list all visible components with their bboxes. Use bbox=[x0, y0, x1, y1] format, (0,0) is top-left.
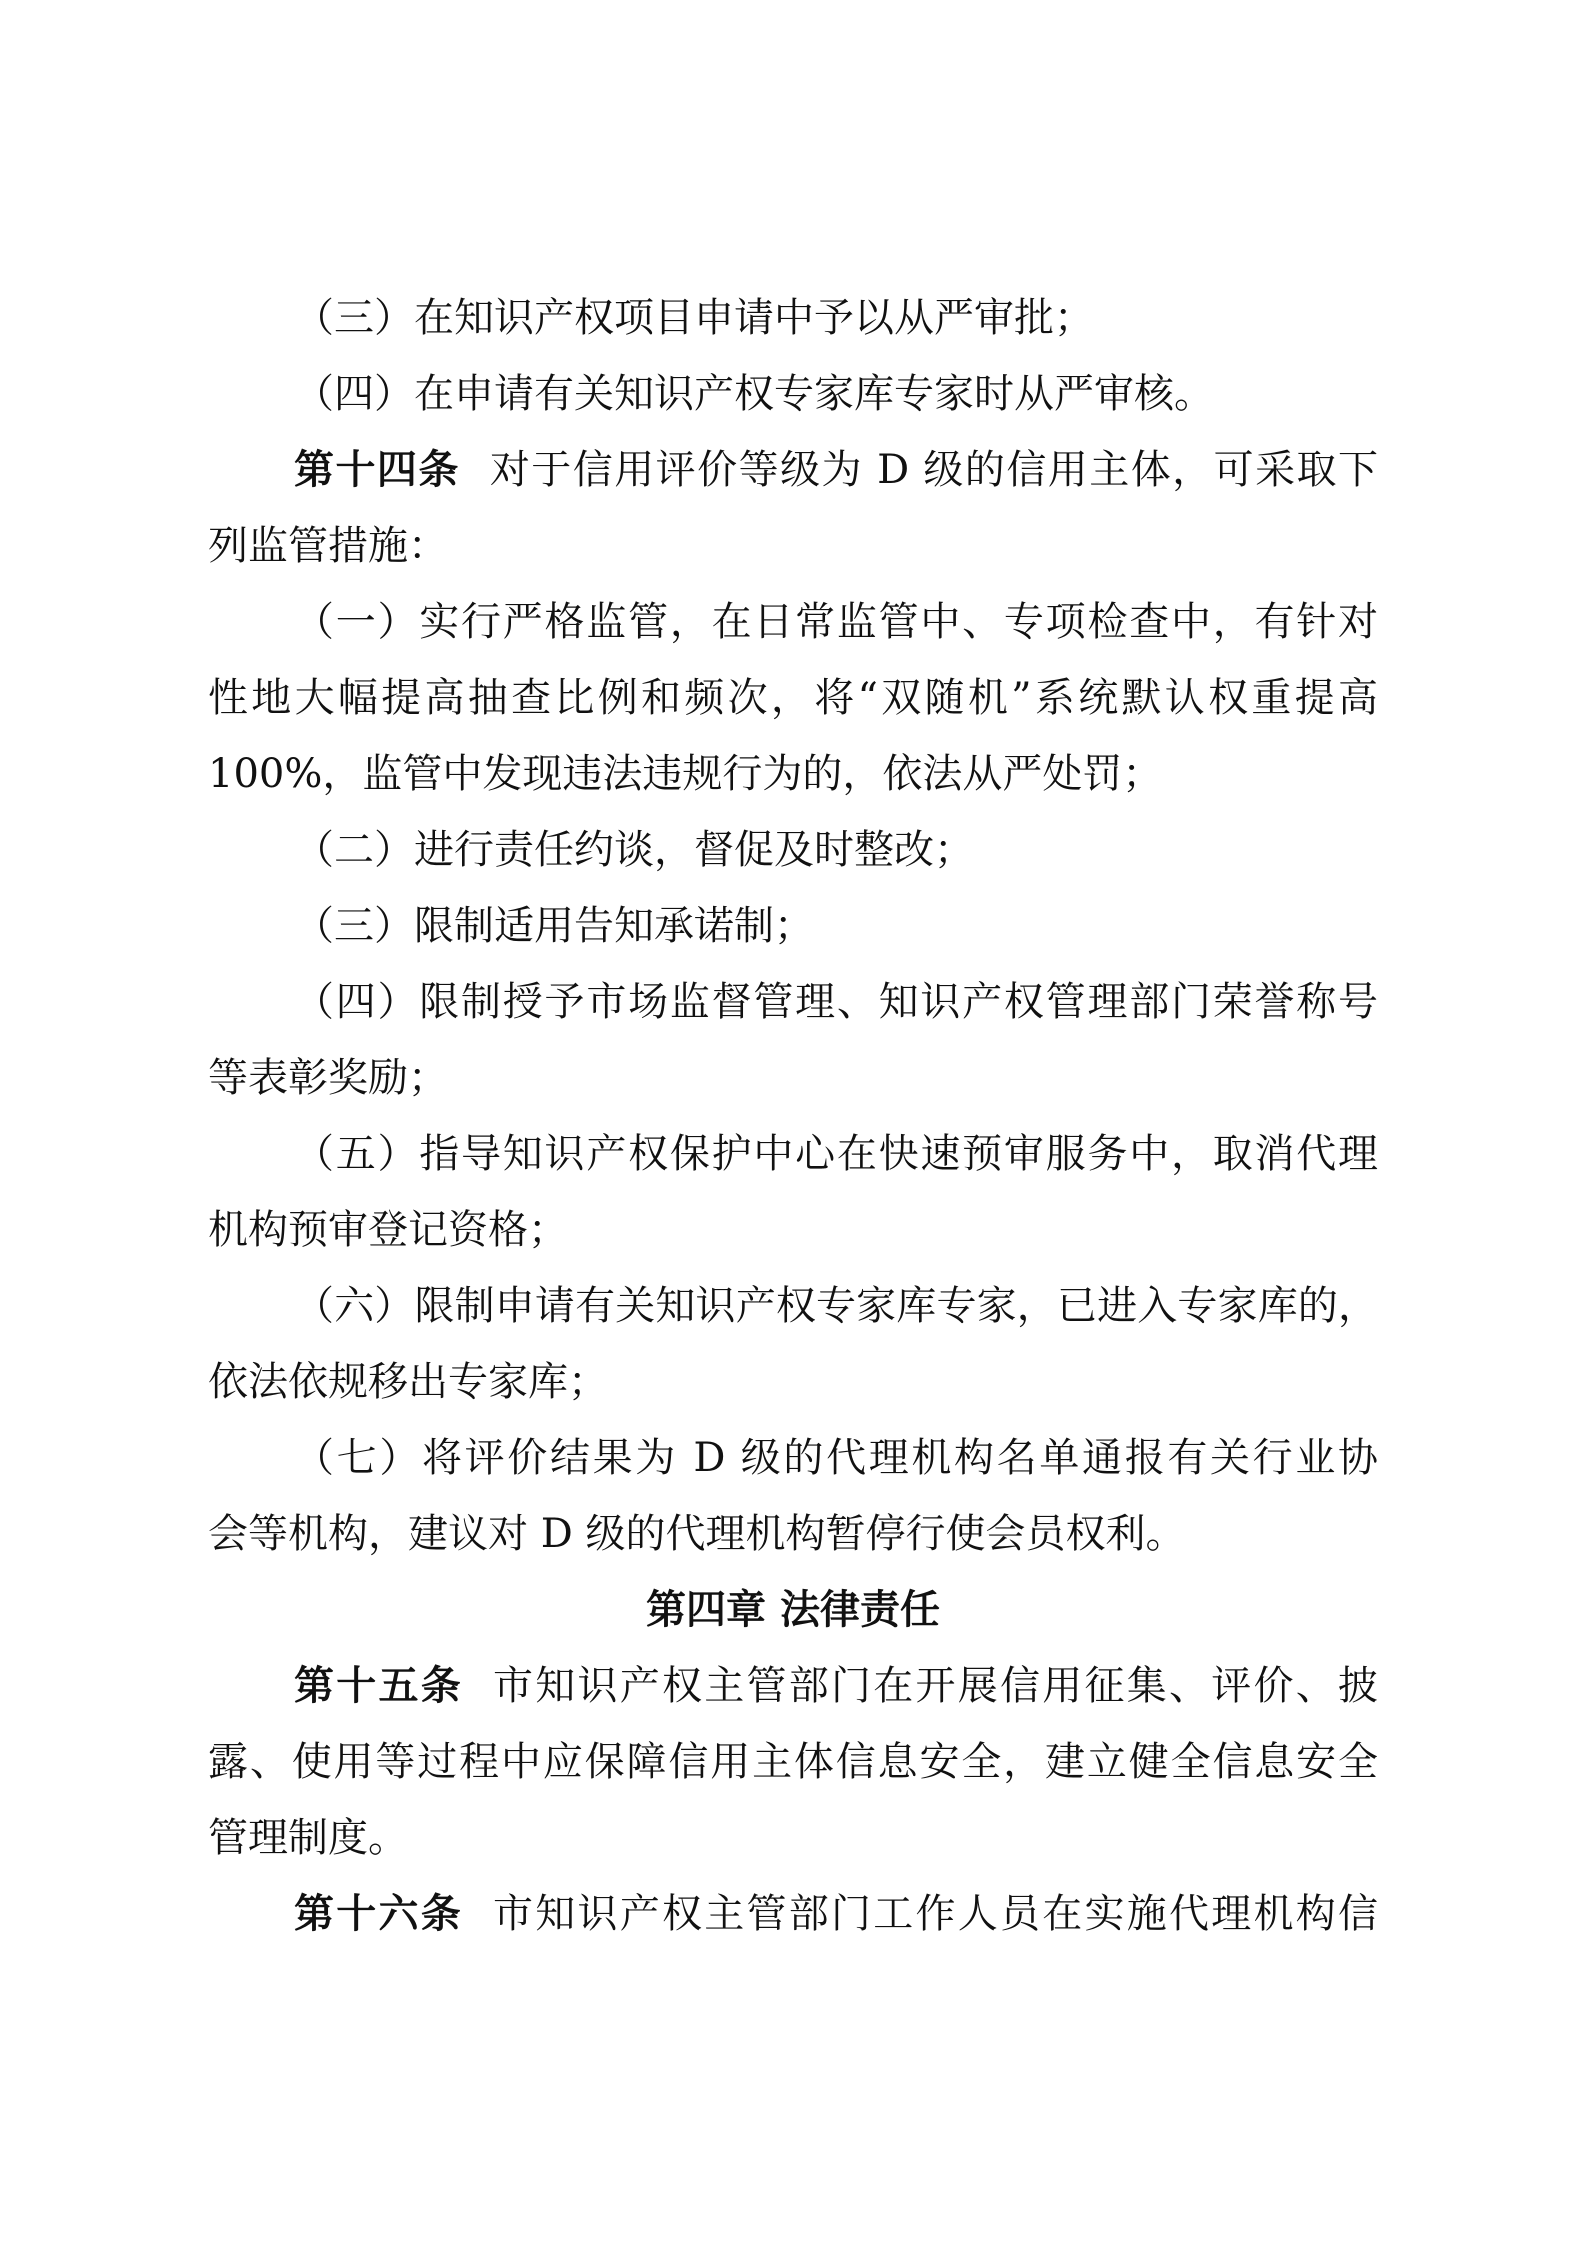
list-item bbox=[208, 1268, 1378, 1420]
paragraph-line: 管理制度。 bbox=[208, 1815, 408, 1861]
list-item bbox=[208, 356, 1378, 432]
paragraph-line: （三）限制适用告知承诺制； bbox=[294, 903, 814, 949]
paragraph-line: （五）指导知识产权保护中心在快速预审服务中，取消代理 bbox=[294, 1131, 1378, 1177]
paragraph-line: （一）实行严格监管，在日常监管中、专项检查中，有针对 bbox=[294, 599, 1378, 645]
list-item bbox=[208, 964, 1378, 1116]
paragraph-line: 会等机构，建议对 D 级的代理机构暂停行使会员权利。 bbox=[208, 1511, 1186, 1557]
article-text: 市知识产权主管部门工作人员在实施代理机构信 bbox=[493, 1891, 1378, 1937]
list-item bbox=[208, 584, 1378, 812]
list-item bbox=[208, 1420, 1378, 1572]
document-page bbox=[208, 280, 1378, 1952]
article-16 bbox=[208, 1876, 1378, 1952]
paragraph-line: 依法依规移出专家库； bbox=[208, 1359, 608, 1405]
list-item bbox=[208, 812, 1378, 888]
article-15 bbox=[208, 1648, 1378, 1876]
list-item bbox=[208, 888, 1378, 964]
article-text: 对于信用评价等级为 D 级的信用主体，可采取下 bbox=[489, 447, 1379, 493]
article-number: 第十四条 bbox=[294, 447, 460, 493]
paragraph-line: 列监管措施： bbox=[208, 523, 448, 569]
paragraph-line: 100%，监管中发现违法违规行为的，依法从严处罚； bbox=[208, 751, 1163, 797]
paragraph-line: （七）将评价结果为 D 级的代理机构名单通报有关行业协 bbox=[294, 1435, 1378, 1481]
paragraph-line: 等表彰奖励； bbox=[208, 1055, 448, 1101]
paragraph-line bbox=[208, 1876, 1378, 1952]
paragraph-line: 机构预审登记资格； bbox=[208, 1207, 568, 1253]
list-item bbox=[208, 1116, 1378, 1268]
paragraph-line: （四）在申请有关知识产权专家库专家时从严审核。 bbox=[294, 371, 1214, 417]
chapter-title: 第四章 法律责任 bbox=[646, 1587, 940, 1633]
paragraph-line: 露、使用等过程中应保障信用主体信息安全，建立健全信息安全 bbox=[208, 1739, 1378, 1785]
article-number: 第十五条 bbox=[294, 1663, 463, 1709]
paragraph-line: （二）进行责任约谈，督促及时整改； bbox=[294, 827, 974, 873]
article-text: 市知识产权主管部门在开展信用征集、评价、披 bbox=[493, 1663, 1378, 1709]
paragraph-line: （六）限制申请有关知识产权专家库专家，已进入专家库的， bbox=[294, 1283, 1378, 1329]
paragraph-line bbox=[208, 1648, 1378, 1724]
paragraph-line bbox=[208, 432, 1378, 508]
article-number: 第十六条 bbox=[294, 1891, 463, 1937]
paragraph-line: （四）限制授予市场监督管理、知识产权管理部门荣誉称号 bbox=[294, 979, 1378, 1025]
list-item bbox=[208, 280, 1378, 356]
article-14 bbox=[208, 432, 1378, 584]
paragraph-line: （三）在知识产权项目申请中予以从严审批； bbox=[294, 295, 1094, 341]
paragraph-line: 性地大幅提高抽查比例和频次，将“双随机”系统默认权重提高 bbox=[208, 675, 1378, 721]
